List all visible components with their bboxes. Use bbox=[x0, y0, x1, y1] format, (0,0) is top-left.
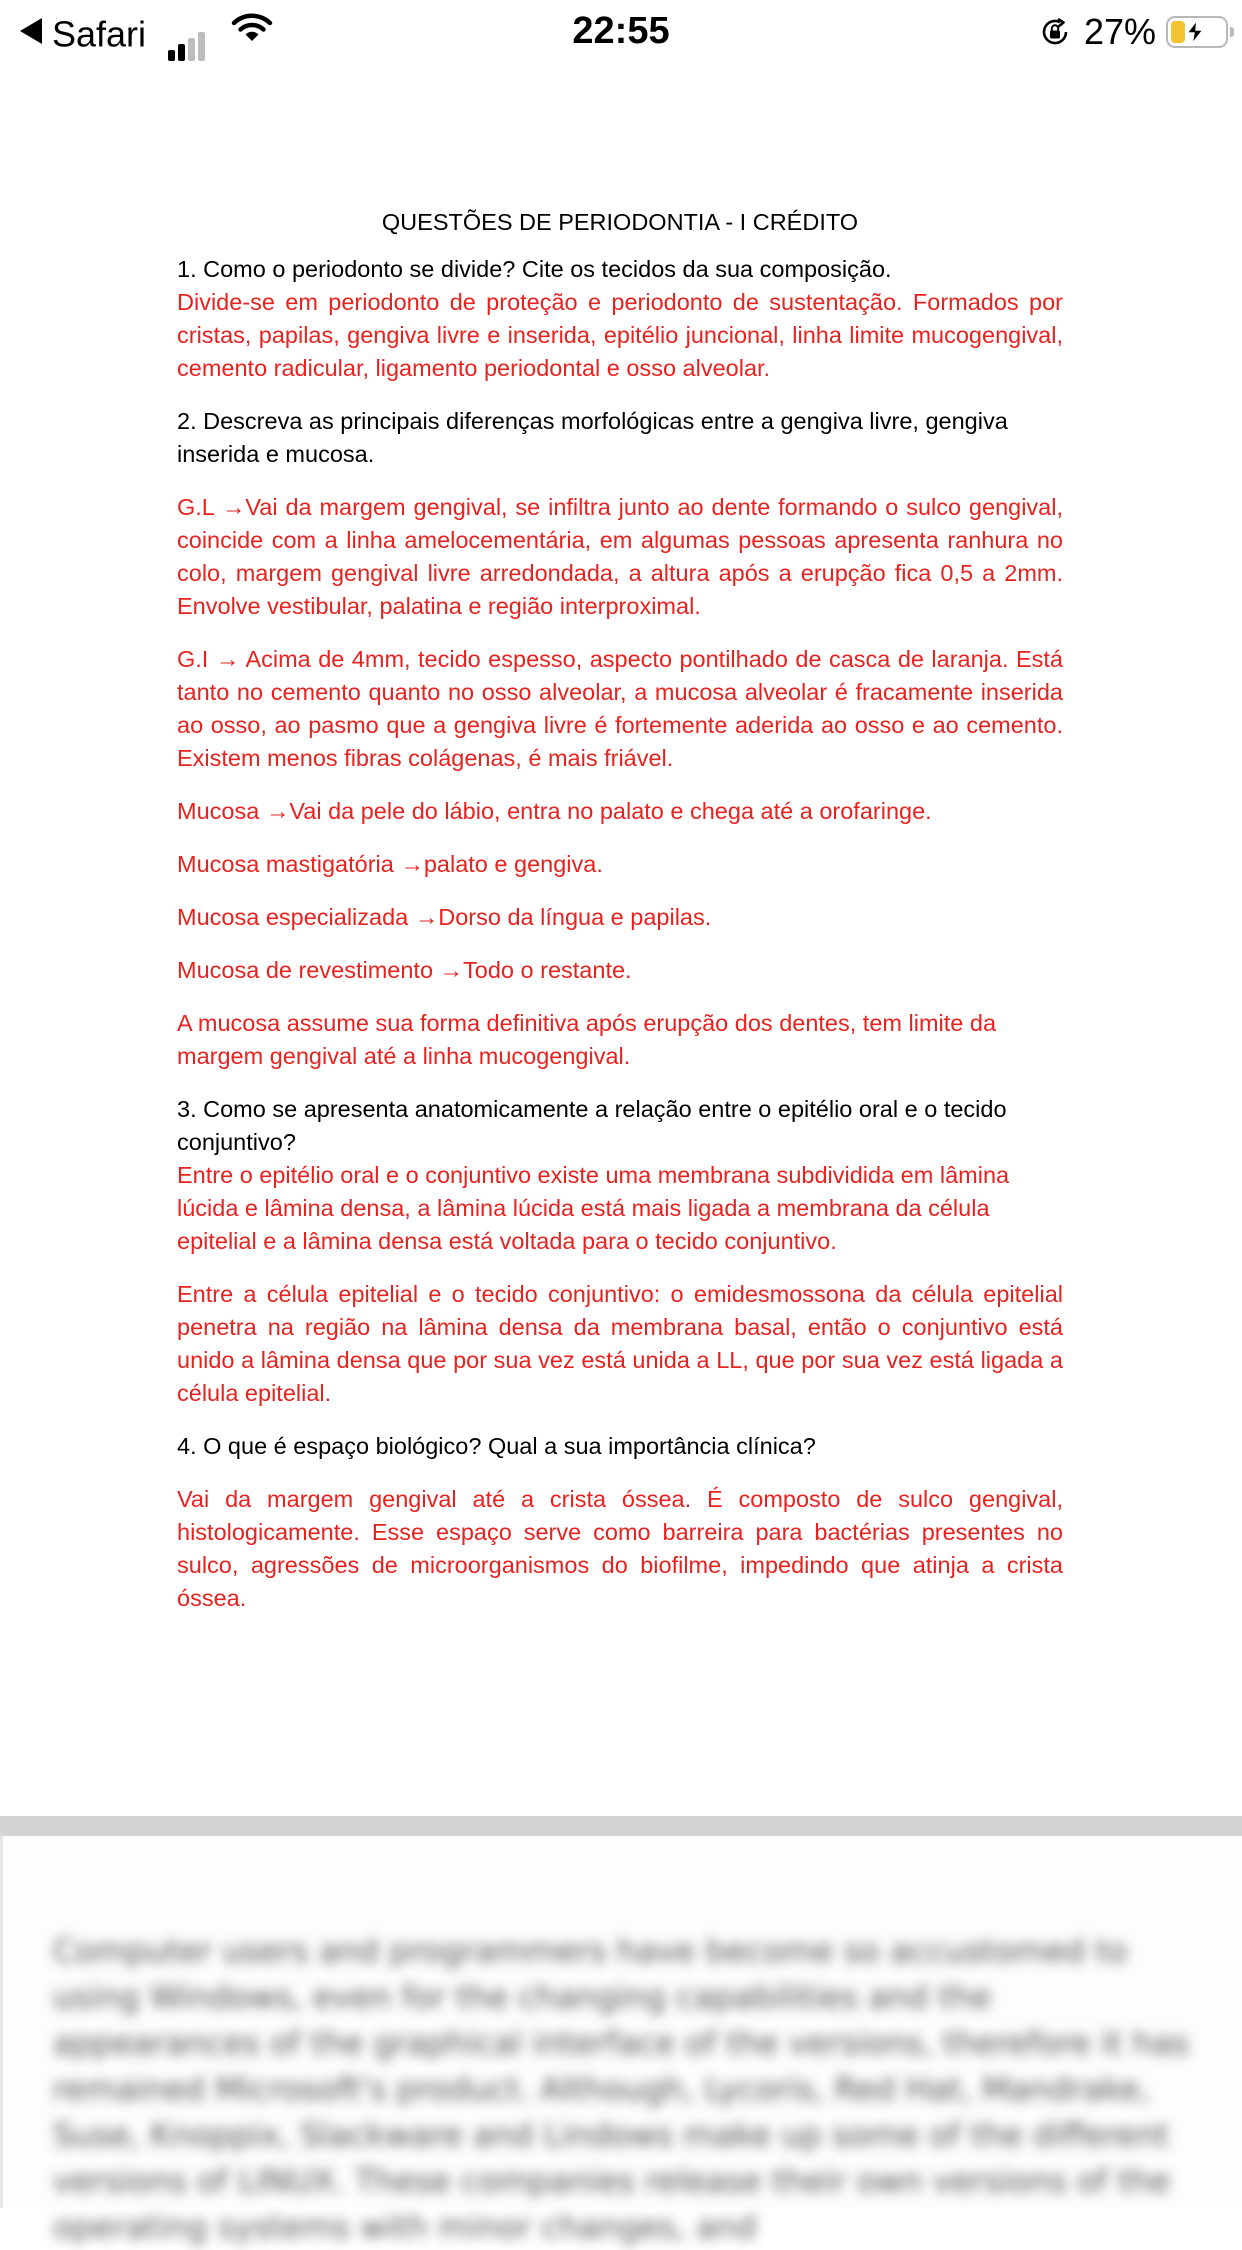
back-label: Safari bbox=[52, 13, 147, 55]
answer-2-gengiva-inserida: G.I → Acima de 4mm, tecido espesso, aspecto pontilhado de casca de laranja. Está tanto no cemento quanto no osso alveolar, a mucosa alveolar é fracamente inserida ao osso, ao pasmo que a gengiva livre é fortemente aderida ao osso e ao cemento. Existem menos fibras colágenas, é mais friável. bbox=[177, 646, 1063, 771]
battery-cap bbox=[1230, 27, 1234, 37]
question-1: 1. Como o periodonto se divide? Cite os tecidos da sua composição. bbox=[177, 256, 892, 282]
next-page-preview[interactable] bbox=[0, 1836, 1242, 2246]
answer-3-celula-epitelial: Entre a célula epitelial e o tecido conjuntivo: o emidesmossona da célula epitelial penetra na região na lâmina densa da membrana basal, então o conjuntivo está unido a lâmina densa que por sua vez está unida a LL, que por sua vez está ligada a célula epitelial. bbox=[177, 1281, 1063, 1406]
document-title: QUESTÕES DE PERIODONTIA - I CRÉDITO bbox=[381, 209, 859, 235]
charging-bolt-icon bbox=[1184, 19, 1206, 45]
document-page bbox=[177, 200, 1063, 1635]
answer-4: Vai da margem gengival até a crista óssea. É composto de sulco gengival, histologicamente. Esse espaço serve como barreira para bactérias presentes no sulco, agressões de microorganismos do biofilme, impedindo que atinja a crista óssea. bbox=[177, 1486, 1063, 1611]
answer-2-mucosa: Mucosa →Vai da pele do lábio, entra no palato e chega até a orofaringe. bbox=[177, 798, 932, 824]
question-2: 2. Descreva as principais diferenças morfológicas entre a gengiva livre, gengiva inserida e mucosa. bbox=[177, 408, 1008, 467]
battery-percent: 27% bbox=[1083, 11, 1156, 52]
question-4: 4. O que é espaço biológico? Qual a sua importância clínica? bbox=[177, 1433, 816, 1459]
answer-2-conclusao: A mucosa assume sua forma definitiva após erupção dos dentes, tem limite da margem gengival até a linha mucogengival. bbox=[177, 1010, 997, 1069]
status-right bbox=[1040, 10, 1228, 54]
answer-2-mucosa-especializada: Mucosa especializada →Dorso da língua e papilas. bbox=[177, 904, 712, 930]
clock: 22:55 bbox=[572, 10, 670, 52]
answer-2-mucosa-mastigatoria: Mucosa mastigatória →palato e gengiva. bbox=[177, 851, 603, 877]
orientation-lock-icon bbox=[1040, 17, 1070, 47]
question-3: 3. Como se apresenta anatomicamente a relação entre o epitélio oral e o tecido conjuntivo? bbox=[177, 1096, 1007, 1155]
answer-2-mucosa-revestimento: Mucosa de revestimento →Todo o restante. bbox=[177, 957, 632, 983]
battery-icon bbox=[1166, 16, 1228, 48]
status-bar bbox=[0, 0, 1242, 62]
next-page-blurred-text: Computer users and programmers have become so accustomed to using Windows, even for the changing capabilities and the appearances of the graphical interface of the versions, therefore it has remained Microsoft's product. Although, Lycoris, Red Hat, Mandrake, Suse, Knoppix, Slackware and Lindows make up some of the different versions of LINUX. These companies release their own versions of the operating systems with minor changes, and bbox=[53, 1932, 1190, 2246]
answer-3-membrana: Entre o epitélio oral e o conjuntivo existe uma membrana subdividida em lâmina lúcida e lâmina densa, a lâmina lúcida está mais ligada a membrana da célula epitelial e a lâmina densa está voltada para o tecido conjuntivo. bbox=[177, 1162, 1010, 1254]
battery-fill bbox=[1171, 21, 1185, 43]
answer-1: Divide-se em periodonto de proteção e periodonto de sustentação. Formados por cristas, papilas, gengiva livre e inserida, epitélio juncional, linha limite mucogengival, cemento radicular, ligamento periodontal e osso alveolar. bbox=[177, 289, 1063, 381]
answer-2-gengiva-livre: G.L →Vai da margem gengival, se infiltra junto ao dente formando o sulco gengival, coincide com a linha amelocementária, em algumas pessoas apresenta ranhura no colo, margem gengival livre arredondada, a altura após a erupção fica 0,5 a 2mm. Envolve vestibular, palatina e região interproximal. bbox=[177, 494, 1063, 619]
page-separator bbox=[0, 1816, 1242, 1836]
